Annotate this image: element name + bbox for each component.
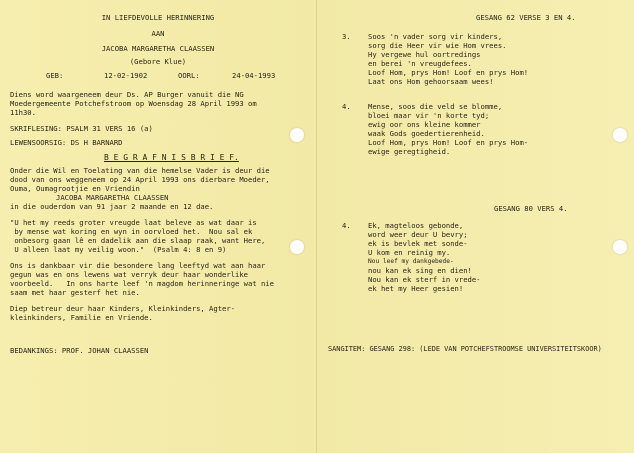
punch-hole-left-bottom: [290, 240, 304, 254]
service-line: Diens word waargeneem deur Ds. AP Burger vanuit die NG: [10, 90, 244, 99]
verse-line: Mense, soos die veld se blomme,: [368, 102, 503, 111]
punch-hole-right-top: [613, 128, 627, 142]
quote-line: "U het my reeds groter vreugde laat beleve as wat daar is: [10, 218, 257, 227]
verse-line: Loof Hom, prys Hom! Loof en prys Hom-: [368, 138, 529, 147]
maiden-name: (Gebore Klue): [129, 57, 187, 66]
thanks-line: gegun was en ons lewens wat verryk deur haar wonderlike: [10, 270, 248, 279]
service-line: 11h30.: [10, 108, 36, 117]
acknowledgements: BEDANKINGS: PROF. JOHAN CLAASSEN: [10, 346, 149, 355]
mourners-line: Diep betreur deur haar Kinders, Kleinkinders, Agter-: [10, 304, 236, 313]
page-fold-line: [316, 0, 317, 453]
closing-song: SANGITEM: GESANG 298: (LEDE VAN POTCHEFSTROOMSE UNIVERSITEITSKOOR): [328, 345, 602, 353]
thanks-line: saam met haar gesterf het nie.: [10, 288, 140, 297]
memorial-heading: IN LIEFDEVOLLE HERINNERING: [101, 13, 215, 22]
hymn-62-title: GESANG 62 VERSE 3 EN 4.: [476, 13, 576, 22]
service-line: Moedergemeente Potchefstroom op Woensdag 28 April 1993 om: [10, 99, 257, 108]
birth-label: GEB:: [46, 71, 64, 80]
punch-hole-right-bottom: [613, 240, 627, 254]
memorial-aan: AAN: [151, 29, 165, 38]
mourners-line: kleinkinders, Familie en Vriende.: [10, 313, 153, 322]
verse-line: Soos 'n vader sorg vir kinders,: [368, 32, 503, 41]
death-label: OORL:: [178, 71, 200, 80]
quote-line: onbesorg gaan lê en dadelik aan die slaap raak, want Here,: [10, 236, 266, 245]
announcement-line: Onder die Wil en Toelating van die hemelse Vader is deur die: [10, 166, 270, 175]
funeral-letter-title: B E G R A F N I S B R I E F.: [104, 153, 239, 162]
quote-line: U alleen laat my veilig woon." (Psalm 4: 8 en 9): [10, 245, 227, 254]
verse-line: waak Gods goedertierenheid.: [368, 129, 485, 138]
verse-line: Hy vergewe hul oortredings: [368, 50, 481, 59]
thanks-line: voorbeeld. In ons harte leef 'n magdom herinneringe wat nie: [10, 279, 274, 288]
verse-4-number: 4.: [342, 102, 351, 111]
announcement-line: Ouma, Oumagrootjie en Vriendin: [10, 184, 140, 193]
announcement-name: JACOBA MARGARETHA CLAASSEN: [56, 193, 169, 202]
punch-hole-left-top: [290, 128, 304, 142]
scripture-reading: SKRIFLESING: PSALM 31 VERS 16 (a): [10, 124, 153, 133]
life-sketch: LEWENSOORSIG: DS H BARNARD: [10, 138, 123, 147]
verse-line: Nou leef my dankgebede-: [368, 258, 454, 265]
verse-line: nou kan ek sing en dien!: [368, 266, 472, 275]
verse-line: Laat ons Hom gehoorsaam wees!: [368, 77, 494, 86]
verse-line: en berei 'n vreugdefees.: [368, 59, 472, 68]
verse-line: Ek, magteloos gebonde,: [368, 221, 464, 230]
verse-line: U kom en reinig my.: [368, 248, 451, 257]
verse-line: Loof Hom, prys Hom! Loof en prys Hom!: [368, 68, 529, 77]
verse-line: word weer deur U bevry;: [368, 230, 468, 239]
deceased-name: JACOBA MARGARETHA CLAASSEN: [101, 44, 215, 53]
verse-line: ewig oor ons kleine kommer: [368, 120, 481, 129]
verse-3-number: 3.: [342, 32, 351, 41]
quote-line: by mense wat koring en wyn in oorvloed het. Nou sal ek: [10, 227, 253, 236]
verse-line: ewige geregtigheid.: [368, 147, 451, 156]
birth-date: 12-02-1902: [104, 71, 148, 80]
hymn-80-verse-number: 4.: [342, 221, 351, 230]
announcement-line: dood van ons weggeneem op 24 April 1993 ons dierbare Moeder,: [10, 175, 270, 184]
verse-line: sorg die Heer vir wie Hom vrees.: [368, 41, 507, 50]
verse-line: Nou kan ek sterf in vrede-: [368, 275, 481, 284]
death-date: 24-04-1993: [232, 71, 276, 80]
verse-line: bloei maar vir 'n korte tyd;: [368, 111, 490, 120]
thanks-line: Ons is dankbaar vir die besondere lang leeftyd wat aan haar: [10, 261, 266, 270]
verse-line: ek is bevlek met sonde-: [368, 239, 468, 248]
announcement-line: in die ouderdom van 91 jaar 2 maande en 12 dae.: [10, 202, 214, 211]
verse-line: ek het my Heer gesien!: [368, 284, 464, 293]
hymn-80-title: GESANG 80 VERS 4.: [494, 204, 568, 213]
